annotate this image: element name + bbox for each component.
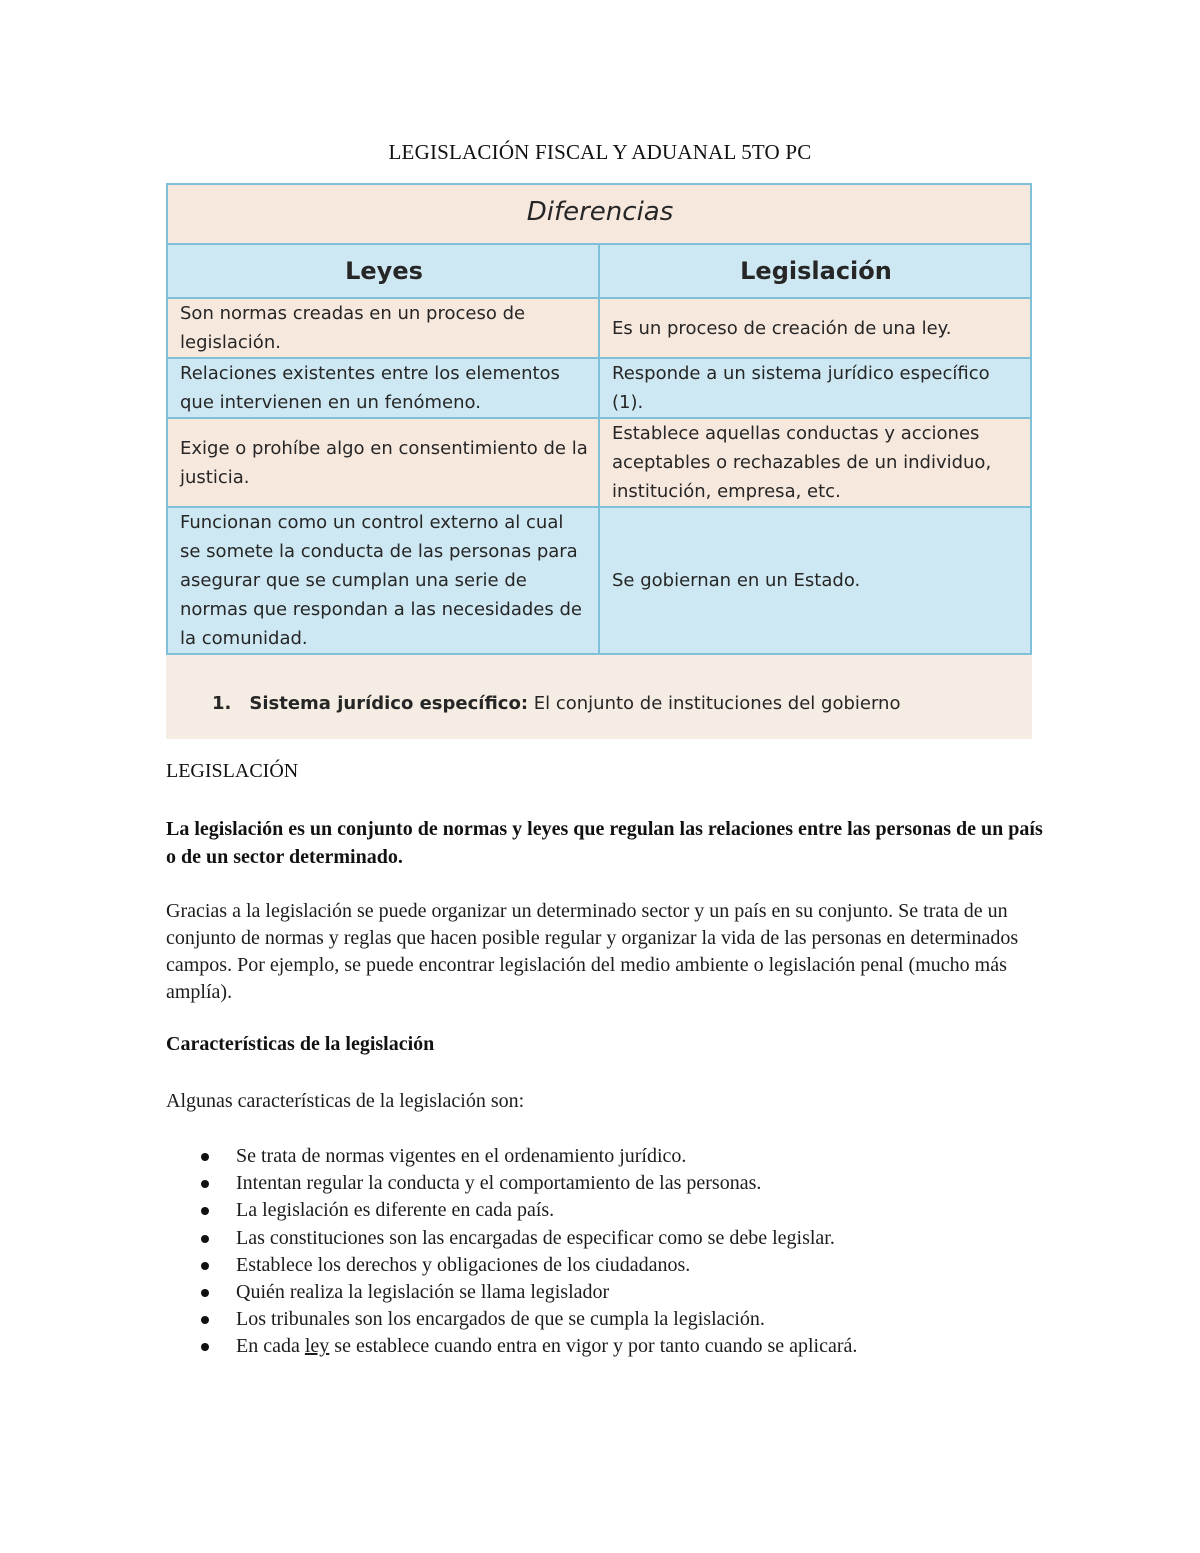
list-item (166, 1333, 857, 1360)
column-header-legislacion: Legislación (599, 244, 1031, 298)
table-cell: Exige o prohíbe algo en consentimiento de la justicia. (167, 418, 599, 507)
table-cell: Responde a un sistema jurídico específico (1). (599, 358, 1031, 418)
list-item-text: Se trata de normas vigentes en el ordenamiento jurídico. (236, 1145, 687, 1167)
list-item (166, 1279, 857, 1306)
bullet-icon (201, 1262, 209, 1270)
definition-paragraph: La legislación es un conjunto de normas y leyes que regulan las relaciones entre las personas de un país o de un sector determinado. (166, 818, 1043, 868)
bullet-icon (201, 1153, 209, 1161)
list-item-text: En cada (236, 1335, 305, 1358)
bullet-icon (201, 1207, 209, 1215)
table-row (167, 507, 1031, 654)
list-item (166, 1170, 857, 1197)
bullet-icon (201, 1343, 209, 1351)
characteristics-list (166, 1143, 857, 1361)
table-row (167, 358, 1031, 418)
footnote-text: El conjunto de instituciones del gobierno (528, 693, 901, 714)
characteristics-heading: Características de la legislación (166, 1033, 435, 1055)
list-item (166, 1225, 857, 1252)
list-item (166, 1252, 857, 1279)
table-cell: Se gobiernan en un Estado. (599, 507, 1031, 654)
bullet-icon (201, 1180, 209, 1188)
list-item-text: Quién realiza la legislación se llama legislador (236, 1281, 610, 1304)
table-cell: Funcionan como un control externo al cual se somete la conducta de las personas para asegurar que se cumplan una serie de normas que respondan a las necesidades de la comunidad. (167, 507, 599, 654)
differences-table (166, 183, 1032, 655)
table-row (167, 298, 1031, 358)
bullet-icon (201, 1289, 209, 1297)
section-label: LEGISLACIÓN (166, 760, 299, 782)
table-caption: Diferencias (167, 184, 1031, 244)
list-item (166, 1143, 857, 1170)
list-item-text: Los tribunales son los encargados de que se cumpla la legislación. (236, 1308, 765, 1331)
differences-table-image (166, 183, 1032, 739)
column-header-leyes: Leyes (167, 244, 599, 298)
table-cell: Establece aquellas conductas y acciones aceptables o rechazables de un individuo, institución, empresa, etc. (599, 418, 1031, 507)
table-footnote (212, 693, 900, 714)
table-cell: Es un proceso de creación de una ley. (599, 298, 1031, 358)
body-paragraph: Gracias a la legislación se puede organizar un determinado sector y un país en su conjunto. Se trata de un conjunto de normas y reglas que hacen posible regular y organizar la vida de las personas en determinados campos. Por ejemplo, se puede encontrar legislación del medio ambiente o legislación penal (mucho más amplía). (166, 900, 1019, 1003)
list-item-text: Intentan regular la conducta y el comportamiento de las personas. (236, 1172, 762, 1195)
ley-link[interactable]: ley (304, 1335, 330, 1358)
table-row (167, 418, 1031, 507)
document-title: LEGISLACIÓN FISCAL Y ADUANAL 5TO PC (388, 140, 812, 164)
list-item-text: La legislación es diferente en cada país. (236, 1199, 555, 1222)
table-cell: Son normas creadas en un proceso de legislación. (167, 298, 599, 358)
list-item (166, 1197, 857, 1224)
characteristics-intro: Algunas características de la legislación son: (166, 1090, 525, 1112)
footnote-number: 1. (212, 693, 232, 714)
footnote-term: Sistema jurídico específico: (249, 693, 529, 714)
list-item-text: se establece cuando entra en vigor y por tanto cuando se aplicará. (329, 1335, 858, 1358)
list-item-text: Las constituciones son las encargadas de especificar como se debe legislar. (236, 1226, 835, 1249)
list-item (166, 1306, 857, 1333)
bullet-icon (201, 1235, 209, 1243)
bullet-icon (201, 1316, 209, 1324)
list-item-text: Establece los derechos y obligaciones de los ciudadanos. (236, 1253, 691, 1276)
table-cell: Relaciones existentes entre los elementos que intervienen en un fenómeno. (167, 358, 599, 418)
